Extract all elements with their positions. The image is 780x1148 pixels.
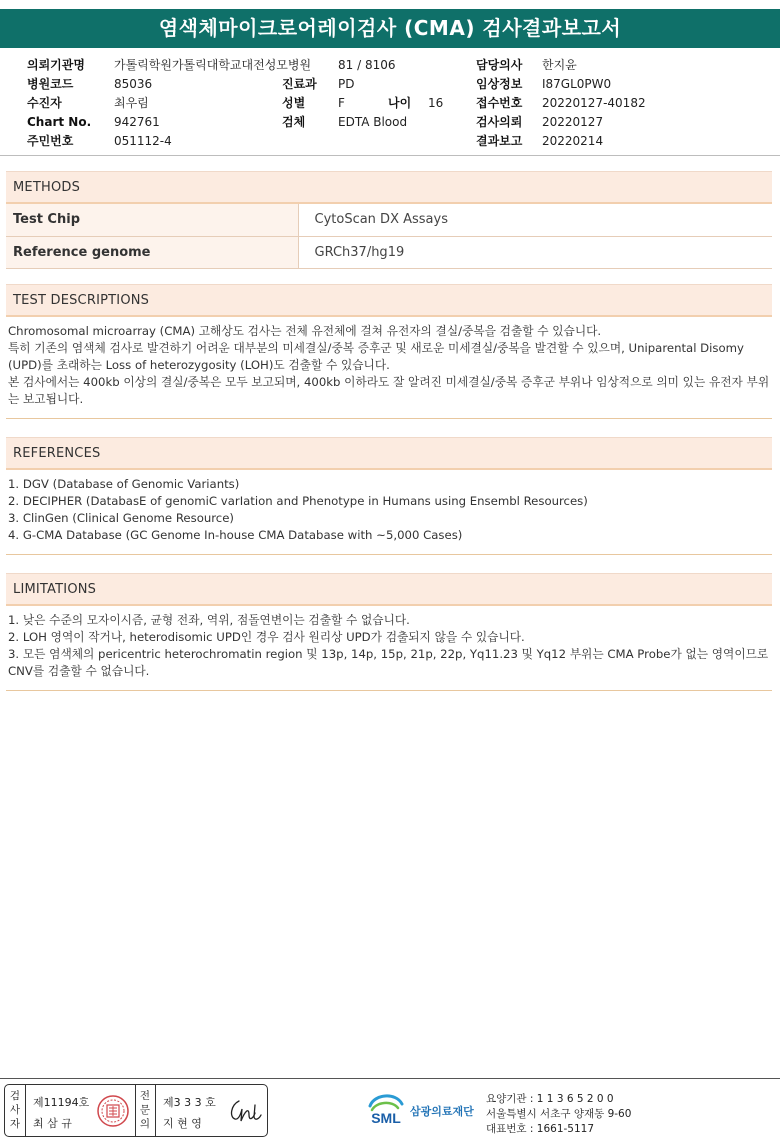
info-label: 임상정보 [476, 77, 523, 91]
reference-item: 1. DGV (Database of Genomic Variants) [8, 477, 240, 491]
info-label: 검체 [282, 115, 306, 129]
info-value: 942761 [114, 115, 160, 129]
methods-section [6, 171, 772, 269]
methods-value: CytoScan DX Assays [298, 204, 772, 236]
table-row [6, 236, 772, 268]
table-row [6, 204, 772, 236]
section-end-line [6, 690, 772, 691]
age-label: 나이 [388, 96, 412, 110]
info-value: PD [338, 77, 355, 91]
info-value: I87GL0PW0 [542, 77, 612, 91]
methods-key: Test Chip [6, 204, 298, 236]
info-row-resident-no [27, 132, 287, 151]
signature-box [4, 1084, 268, 1137]
footer-divider [0, 1078, 780, 1079]
label-char: 사 [9, 1104, 21, 1116]
label-char: 검 [9, 1090, 21, 1102]
info-row-institution [27, 56, 312, 75]
examiner-label [7, 1089, 23, 1131]
info-row-doctor [476, 56, 726, 75]
info-value: 한지윤 [542, 58, 577, 72]
seal-icon [97, 1095, 129, 1127]
sml-logo-text: SML [371, 1110, 401, 1126]
info-value: EDTA Blood [338, 115, 408, 129]
info-value: 20220127 [542, 115, 604, 129]
info-row-department [282, 75, 472, 94]
info-row-report-date [476, 132, 726, 151]
methods-value: GRCh37/hg19 [298, 236, 772, 268]
info-value: 85036 [114, 77, 153, 91]
limitation-item: 1. 낮은 수준의 모자이시즘, 균형 전좌, 역위, 점돌연변이는 검출할 수 없습니다. [8, 613, 410, 627]
methods-key: Reference genome [6, 236, 298, 268]
specialist-name: 지 현 영 [163, 1117, 202, 1130]
org-name: 삼광의료재단 [410, 1105, 474, 1118]
paragraph-line: Chromosomal microarray (CMA) 고해상도 검사는 전체 유전체에 걸쳐 유전자의 결실/중복을 검출할 수 있습니다. [8, 324, 602, 338]
limitations-heading: LIMITATIONS [6, 573, 772, 604]
info-label: 검사의뢰 [476, 115, 523, 129]
lab-address: 서울특별시 서초구 양재동 9-60 [486, 1108, 632, 1120]
test-descriptions-section [6, 284, 772, 419]
info-label: 결과보고 [476, 134, 523, 148]
paragraph-line: 본 검사에서는 400kb 이상의 결실/중복은 모두 보고되며, 400kb 이하라도 잘 알려진 미세결실/중복 증후군 부위나 임상적으로 의미 있는 유전자 부위는 보고됩니다. [8, 375, 770, 406]
label-char: 전 [139, 1090, 151, 1102]
references-body [6, 470, 772, 544]
lab-info [486, 1092, 631, 1137]
info-row-ward [282, 56, 472, 75]
age-value: 16 [428, 96, 444, 110]
info-value: 051112-4 [114, 134, 172, 148]
info-label: Chart No. [27, 115, 92, 129]
specialist-label [137, 1089, 153, 1131]
info-value: F [338, 96, 345, 110]
box-divider [155, 1085, 156, 1136]
info-row-receipt-no [476, 94, 726, 113]
info-value: 가톨릭학원가톨릭대학교대전성모병원 [114, 58, 312, 72]
paragraph-line: 특히 기존의 염색체 검사로 발견하기 어려운 대부분의 미세결실/중복 증후군 및 새로운 미세결실/중복을 발견할 수 있으며, Uniparental Disomy (UPD)를 초래하는 Loss of heterozygosity (LOH)도 검출할 수 있습니다. [8, 341, 744, 372]
section-end-line [6, 418, 772, 419]
report-title: 염색체마이크로어레이검사 (CMA) 검사결과보고서 [0, 9, 780, 48]
test-descriptions-body [6, 317, 772, 408]
patient-info-right [476, 56, 726, 151]
specialist-license-no: 제3 3 3 호 [163, 1096, 216, 1109]
info-label: 성별 [282, 96, 306, 110]
patient-info-mid [282, 56, 472, 132]
examiner-name: 최 삼 규 [33, 1117, 72, 1130]
test-descriptions-heading: TEST DESCRIPTIONS [6, 284, 772, 315]
info-row-hospital-code [27, 75, 287, 94]
info-label: 주민번호 [27, 134, 74, 148]
info-row-patient [27, 94, 287, 113]
sml-logo-icon [366, 1090, 406, 1130]
lab-phone: 대표번호 : 1661-5117 [486, 1123, 595, 1135]
references-heading: REFERENCES [6, 437, 772, 468]
info-row-sex-age [282, 94, 472, 113]
methods-heading: METHODS [6, 171, 772, 202]
info-value: 20220127-40182 [542, 96, 646, 110]
label-char: 문 [139, 1104, 151, 1116]
label-char: 자 [9, 1118, 21, 1130]
limitation-item: 3. 모든 염색체의 pericentric heterochromatin region 및 13p, 14p, 15p, 21p, 22p, Yq11.23 및 Yq12 부위는 CMA Probe가 없는 영역이므로 CNV를 검출할 수 없습니다. [8, 647, 769, 678]
info-label: 수진자 [27, 96, 62, 110]
info-row-request-date [476, 113, 726, 132]
info-label: 병원코드 [27, 77, 74, 91]
info-row-specimen [282, 113, 472, 132]
reference-item: 2. DECIPHER (DatabasE of genomiC varIation and Phenotype in Humans using Ensembl Resources) [8, 494, 588, 508]
limitations-section [6, 573, 772, 691]
info-row-clinical [476, 75, 726, 94]
info-value: 20220214 [542, 134, 604, 148]
limitation-item: 2. LOH 영역이 작거나, heterodisomic UPD인 경우 검사 원리상 UPD가 검출되지 않을 수 있습니다. [8, 630, 525, 644]
limitations-body [6, 606, 772, 680]
info-row-chart-no [27, 113, 287, 132]
reference-item: 4. G-CMA Database (GC Genome In-house CMA Database with ~5,000 Cases) [8, 528, 463, 542]
references-section [6, 437, 772, 555]
info-value: 최우림 [114, 96, 149, 110]
info-label: 의뢰기관명 [27, 58, 85, 72]
info-label: 접수번호 [476, 96, 523, 110]
care-code: 요양기관 : 1 1 3 6 5 2 0 0 [486, 1093, 614, 1105]
box-divider [135, 1085, 136, 1136]
box-divider [25, 1085, 26, 1136]
signature-icon [225, 1095, 263, 1125]
examiner-license-no: 제11194호 [33, 1096, 90, 1109]
info-label: 담당의사 [476, 58, 523, 72]
ward-value: 81 / 8106 [338, 58, 396, 72]
reference-item: 3. ClinGen (Clinical Genome Resource) [8, 511, 234, 525]
section-end-line [6, 554, 772, 555]
header-divider [0, 155, 780, 156]
info-label: 진료과 [282, 77, 317, 91]
label-char: 의 [139, 1118, 151, 1130]
methods-table [6, 204, 772, 269]
